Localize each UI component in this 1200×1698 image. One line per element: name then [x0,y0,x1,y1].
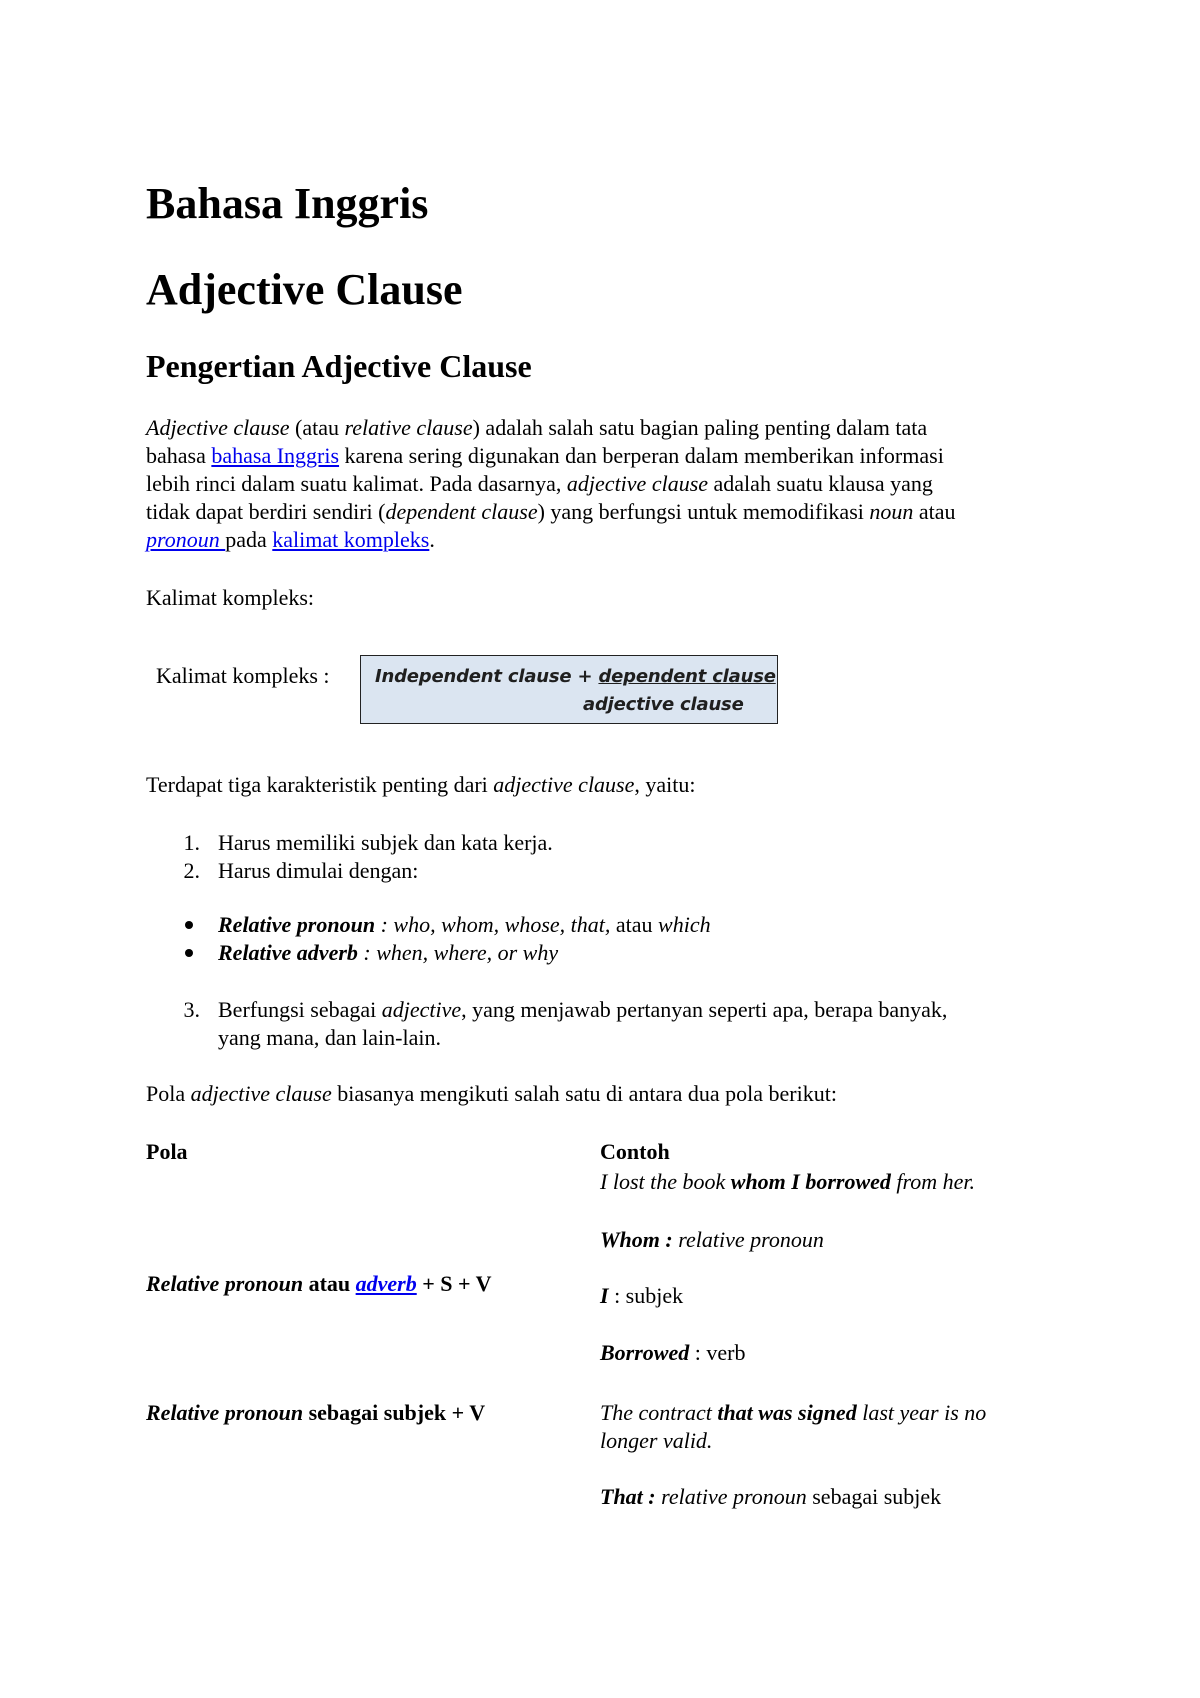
term: Adjective clause [146,415,290,440]
example-note: I : subjek [600,1283,684,1308]
list-item: Harus memiliki subjek dan kata kerja. [218,830,553,855]
table-row-pola: Relative pronoun sebagai subjek + V [146,1400,486,1425]
pola-intro: Pola adjective clause biasanya mengikuti salah satu di antara dua pola berikut: [146,1081,837,1106]
kalimat-kompleks-label: Kalimat kompleks: [146,585,315,610]
link-kalimat-kompleks[interactable]: kalimat kompleks [272,527,430,552]
list-number: 2. [183,858,200,883]
example-note: Borrowed : verb [600,1340,746,1365]
table-header-contoh: Contoh [600,1139,670,1164]
example-sentence: I lost the book whom I borrowed from her. [600,1169,976,1194]
characteristics-intro: Terdapat tiga karakteristik penting dari adjective clause, yaitu: [146,772,696,797]
list-item: Harus dimulai dengan: [218,858,419,883]
table-row-pola: Relative pronoun atau adverb + S + V [146,1271,492,1296]
example-note: That : relative pronoun sebagai subjek [600,1484,942,1509]
document-title: Bahasa Inggris [146,179,429,228]
example-note: Whom : relative pronoun [600,1227,824,1252]
example-sentence: The contract that was signed last year is no longer valid. [600,1400,987,1453]
diagram-line-1: Independent clause + dependent clause [375,666,776,687]
link-adverb[interactable]: adverb [355,1271,417,1296]
diagram-label: Kalimat kompleks : [156,663,330,688]
list-number: 3. [183,997,200,1022]
bullet-icon [185,949,193,957]
intro-paragraph: Adjective clause (atau relative clause) adalah salah satu bagian paling penting dalam tata bahasa bahasa Inggris karena sering digunakan dan berperan dalam memberikan informasi lebih rinci dalam suatu kalimat. Pada dasarnya, adjective clause adalah suatu klausa yang tidak dapat berdiri sendiri (dependent clause) yang berfungsi untuk memodifikasi noun atau pronoun pada kalimat kompleks. [146,415,956,552]
diagram-line-2: adjective clause [583,694,744,715]
bullet-item: Relative pronoun : who, whom, whose, that, atau which [218,912,711,937]
table-header-pola: Pola [146,1139,188,1164]
bullet-item: Relative adverb : when, where, or why [218,940,559,965]
bullet-icon [185,921,193,929]
link-bahasa-inggris[interactable]: bahasa Inggris [211,443,340,468]
document-subtitle: Adjective Clause [146,265,463,314]
list-item: Berfungsi sebagai adjective, yang menjawab pertanyan seperti apa, berapa banyak, yang mana, dan lain-lain. [218,997,948,1050]
diagram-box [360,655,778,724]
link-pronoun[interactable]: pronoun [146,527,226,552]
section-title: Pengertian Adjective Clause [146,348,532,384]
list-number: 1. [183,830,200,855]
